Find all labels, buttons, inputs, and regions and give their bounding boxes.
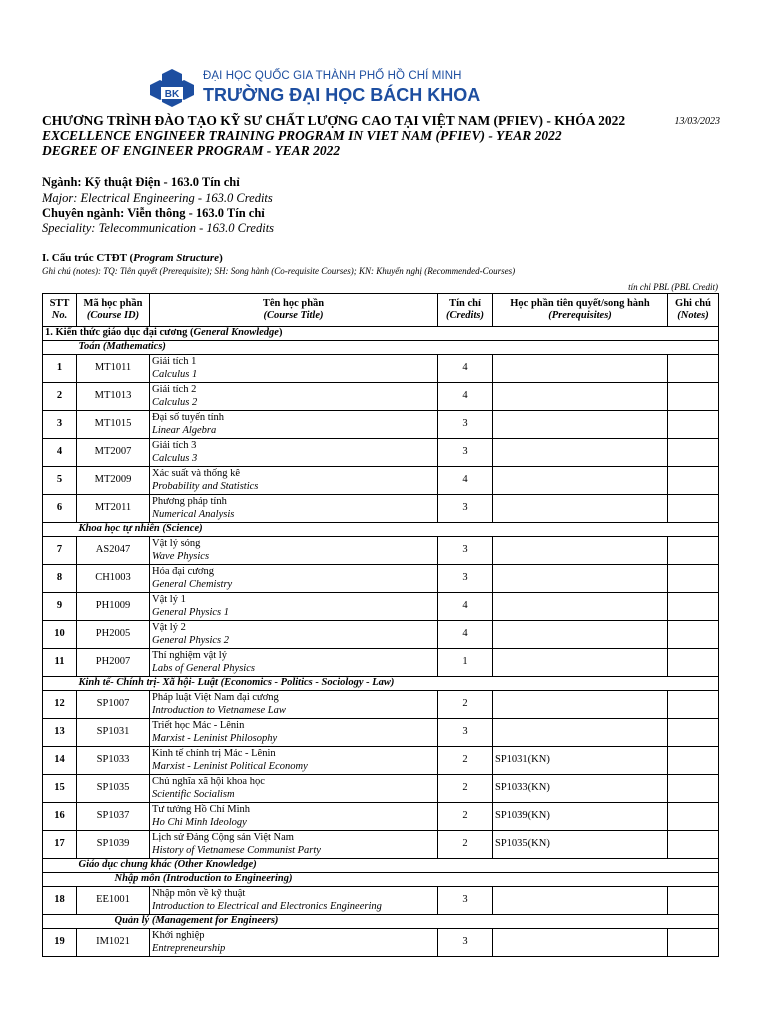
table-row <box>43 887 719 915</box>
table-row <box>43 537 719 565</box>
program-title-en: EXCELLENCE ENGINEER TRAINING PROGRAM IN VIET NAM (PFIEV) - YEAR 2022 <box>42 128 562 143</box>
course-no: 7 <box>43 537 77 565</box>
group-mathematics: Toán (Mathematics) <box>43 341 719 355</box>
course-title-vn: Pháp luật Việt Nam đại cương <box>152 692 279 703</box>
table-row <box>43 775 719 803</box>
header-credits: Tín chỉ (Credits) <box>438 294 493 327</box>
course-credits: 3 <box>438 537 493 565</box>
group-general-knowledge: 1. Kiến thức giáo dục đại cương (General Knowledge) <box>43 327 719 341</box>
course-id: MT2011 <box>77 495 150 523</box>
logo-badge-text: BK <box>164 89 180 100</box>
course-id: AS2047 <box>77 537 150 565</box>
course-title-vn: Vật lý sóng <box>152 538 201 549</box>
section-notes: Ghi chú (notes): TQ: Tiên quyết (Prerequisite); SH: Song hành (Co-requisite Courses); KN: Khuyến nghị (Recommended-Courses) <box>42 266 516 276</box>
course-credits: 2 <box>438 747 493 775</box>
course-prerequisites <box>493 467 668 495</box>
course-credits: 4 <box>438 621 493 649</box>
table-row <box>43 929 719 957</box>
course-prerequisites <box>493 495 668 523</box>
course-prerequisites: SP1031(KN) <box>493 747 668 775</box>
course-title-en: Wave Physics <box>152 550 210 562</box>
course-no: 14 <box>43 747 77 775</box>
course-no: 8 <box>43 565 77 593</box>
course-prerequisites <box>493 593 668 621</box>
table-row <box>43 439 719 467</box>
course-prerequisites: SP1033(KN) <box>493 775 668 803</box>
course-title-en: Scientific Socialism <box>152 788 235 800</box>
course-id: SP1007 <box>77 691 150 719</box>
course-prerequisites <box>493 691 668 719</box>
header-notes: Ghi chú (Notes) <box>668 294 719 327</box>
course-title <box>150 831 438 859</box>
course-id: MT1013 <box>77 383 150 411</box>
course-title <box>150 929 438 957</box>
course-id: PH1009 <box>77 593 150 621</box>
course-no: 9 <box>43 593 77 621</box>
course-credits: 3 <box>438 929 493 957</box>
course-title-vn: Xác suất và thống kê <box>152 468 241 479</box>
course-id: IM1021 <box>77 929 150 957</box>
course-title-vn: Giải tích 1 <box>152 356 197 367</box>
program-title-en-2: DEGREE OF ENGINEER PROGRAM - YEAR 2022 <box>42 143 341 158</box>
course-title-vn: Đại số tuyến tính <box>152 412 225 423</box>
bk-logo-icon <box>148 68 196 108</box>
course-title-en: General Chemistry <box>152 578 233 590</box>
course-notes <box>668 803 719 831</box>
course-table <box>42 293 719 957</box>
course-title-vn: Thí nghiệm vật lý <box>152 650 227 661</box>
course-id: PH2007 <box>77 649 150 677</box>
table-row <box>43 383 719 411</box>
group-economics: Kinh tế- Chính trị- Xã hội- Luật (Economics - Politics - Sociology - Law) <box>43 677 719 691</box>
course-title-vn: Triết học Mác - Lênin <box>152 720 245 731</box>
course-title-en: General Physics 2 <box>152 634 229 646</box>
course-notes <box>668 747 719 775</box>
speciality-vn: Chuyên ngành: Viễn thông - 163.0 Tín chỉ <box>42 206 265 220</box>
course-title-vn: Vật lý 1 <box>152 594 186 605</box>
course-notes <box>668 467 719 495</box>
header-no: STT No. <box>43 294 77 327</box>
course-notes <box>668 621 719 649</box>
course-notes <box>668 355 719 383</box>
course-title-vn: Phương pháp tính <box>152 496 227 507</box>
table-row <box>43 747 719 775</box>
course-id: SP1031 <box>77 719 150 747</box>
course-id: SP1037 <box>77 803 150 831</box>
course-title <box>150 439 438 467</box>
table-row <box>43 691 719 719</box>
course-title <box>150 411 438 439</box>
university-name: ĐẠI HỌC QUỐC GIA THÀNH PHỐ HỒ CHÍ MINH <box>203 70 462 82</box>
major-en: Major: Electrical Engineering - 163.0 Credits <box>42 191 273 205</box>
course-no: 16 <box>43 803 77 831</box>
course-prerequisites <box>493 929 668 957</box>
course-title-vn: Tư tưởng Hồ Chí Minh <box>152 804 251 815</box>
course-credits: 2 <box>438 775 493 803</box>
table-row <box>43 467 719 495</box>
course-no: 6 <box>43 495 77 523</box>
course-credits: 2 <box>438 691 493 719</box>
table-row <box>43 803 719 831</box>
table-row <box>43 621 719 649</box>
course-title <box>150 495 438 523</box>
course-title-en: Calculus 2 <box>152 396 198 408</box>
table-row <box>43 411 719 439</box>
course-title-en: Ho Chi Minh Ideology <box>152 816 247 828</box>
course-no: 1 <box>43 355 77 383</box>
course-prerequisites <box>493 439 668 467</box>
course-title <box>150 691 438 719</box>
course-prerequisites <box>493 383 668 411</box>
course-title-vn: Hóa đại cương <box>152 566 214 577</box>
course-credits: 3 <box>438 887 493 915</box>
course-title-vn: Nhập môn về kỹ thuật <box>152 888 246 899</box>
course-title <box>150 887 438 915</box>
course-no: 12 <box>43 691 77 719</box>
course-title-vn: Vật lý 2 <box>152 622 186 633</box>
course-id: SP1033 <box>77 747 150 775</box>
course-notes <box>668 691 719 719</box>
course-credits: 4 <box>438 593 493 621</box>
course-id: EE1001 <box>77 887 150 915</box>
section-title: I. Cấu trúc CTĐT (Program Structure) <box>42 252 223 264</box>
table-row <box>43 831 719 859</box>
course-title-en: Calculus 1 <box>152 368 198 380</box>
course-prerequisites <box>493 411 668 439</box>
course-title <box>150 621 438 649</box>
course-notes <box>668 929 719 957</box>
course-title <box>150 537 438 565</box>
document-date: 13/03/2023 <box>674 116 720 127</box>
course-title <box>150 719 438 747</box>
course-id: MT1015 <box>77 411 150 439</box>
school-name: TRƯỜNG ĐẠI HỌC BÁCH KHOA <box>203 85 481 105</box>
course-title <box>150 383 438 411</box>
course-title-en: Entrepreneurship <box>152 942 226 954</box>
course-credits: 4 <box>438 355 493 383</box>
course-prerequisites <box>493 887 668 915</box>
course-notes <box>668 439 719 467</box>
course-title <box>150 593 438 621</box>
group-other-knowledge: Giáo dục chung khác (Other Knowledge) <box>43 859 719 873</box>
course-notes <box>668 593 719 621</box>
course-title <box>150 803 438 831</box>
course-no: 13 <box>43 719 77 747</box>
course-notes <box>668 411 719 439</box>
course-id: SP1035 <box>77 775 150 803</box>
course-id: PH2005 <box>77 621 150 649</box>
course-no: 3 <box>43 411 77 439</box>
course-title-en: General Physics 1 <box>152 606 229 618</box>
course-title <box>150 355 438 383</box>
course-title-vn: Kinh tế chính trị Mác - Lênin <box>152 748 276 759</box>
course-credits: 3 <box>438 439 493 467</box>
course-notes <box>668 565 719 593</box>
table-row <box>43 649 719 677</box>
major-vn: Ngành: Kỹ thuật Điện - 163.0 Tín chỉ <box>42 175 240 189</box>
course-no: 4 <box>43 439 77 467</box>
course-notes <box>668 649 719 677</box>
course-title-vn: Khởi nghiệp <box>152 930 205 941</box>
course-prerequisites <box>493 537 668 565</box>
course-title <box>150 467 438 495</box>
course-id: SP1039 <box>77 831 150 859</box>
pbl-credit-note: tín chỉ PBL (PBL Credit) <box>628 282 718 292</box>
course-no: 10 <box>43 621 77 649</box>
group-management: Quản lý (Management for Engineers) <box>43 915 719 929</box>
table-header-row <box>43 294 719 327</box>
course-credits: 4 <box>438 467 493 495</box>
course-title <box>150 775 438 803</box>
course-credits: 3 <box>438 495 493 523</box>
course-no: 17 <box>43 831 77 859</box>
course-credits: 2 <box>438 803 493 831</box>
course-notes <box>668 383 719 411</box>
course-prerequisites: SP1039(KN) <box>493 803 668 831</box>
course-id: CH1003 <box>77 565 150 593</box>
course-no: 5 <box>43 467 77 495</box>
course-credits: 2 <box>438 831 493 859</box>
course-credits: 1 <box>438 649 493 677</box>
course-prerequisites: SP1035(KN) <box>493 831 668 859</box>
course-no: 15 <box>43 775 77 803</box>
course-prerequisites <box>493 649 668 677</box>
course-id: MT2009 <box>77 467 150 495</box>
course-title-vn: Giải tích 3 <box>152 440 197 451</box>
program-title-vn: CHƯƠNG TRÌNH ĐÀO TẠO KỸ SƯ CHẤT LƯỢNG CAO TẠI VIỆT NAM (PFIEV) - KHÓA 2022 <box>42 113 626 128</box>
table-row <box>43 593 719 621</box>
course-title-vn: Giải tích 2 <box>152 384 197 395</box>
course-title-vn: Chủ nghĩa xã hội khoa học <box>152 776 265 787</box>
course-notes <box>668 831 719 859</box>
course-id: MT2007 <box>77 439 150 467</box>
course-no: 2 <box>43 383 77 411</box>
header-course-id: Mã học phần (Course ID) <box>77 294 150 327</box>
course-prerequisites <box>493 621 668 649</box>
course-title-en: Labs of General Physics <box>152 662 255 674</box>
course-prerequisites <box>493 565 668 593</box>
course-notes <box>668 775 719 803</box>
course-title <box>150 649 438 677</box>
course-no: 11 <box>43 649 77 677</box>
course-title-en: Numerical Analysis <box>152 508 235 520</box>
course-title-en: Calculus 3 <box>152 452 198 464</box>
course-title <box>150 747 438 775</box>
group-introduction-engineering: Nhập môn (Introduction to Engineering) <box>43 873 719 887</box>
header-course-title: Tên học phần (Course Title) <box>150 294 438 327</box>
course-notes <box>668 537 719 565</box>
course-credits: 3 <box>438 411 493 439</box>
course-title-en: Linear Algebra <box>152 424 217 436</box>
group-science: Khoa học tự nhiên (Science) <box>43 523 719 537</box>
course-notes <box>668 495 719 523</box>
course-title-en: History of Vietnamese Communist Party <box>152 844 321 856</box>
course-title <box>150 565 438 593</box>
speciality-en: Speciality: Telecommunication - 163.0 Credits <box>42 221 275 235</box>
course-title-en: Introduction to Electrical and Electronics Engineering <box>152 900 382 912</box>
course-no: 18 <box>43 887 77 915</box>
course-title-en: Probability and Statistics <box>152 480 259 492</box>
course-title-en: Marxist - Leninist Political Economy <box>152 760 308 772</box>
course-credits: 3 <box>438 565 493 593</box>
course-title-en: Introduction to Vietnamese Law <box>152 704 286 716</box>
course-notes <box>668 719 719 747</box>
course-prerequisites <box>493 719 668 747</box>
course-title-en: Marxist - Leninist Philosophy <box>152 732 278 744</box>
table-row <box>43 719 719 747</box>
course-notes <box>668 887 719 915</box>
course-title-vn: Lịch sử Đảng Cộng sản Việt Nam <box>152 832 294 843</box>
header-prerequisites: Học phần tiên quyết/song hành (Prerequisites) <box>493 294 668 327</box>
course-id: MT1011 <box>77 355 150 383</box>
course-credits: 3 <box>438 719 493 747</box>
course-no: 19 <box>43 929 77 957</box>
course-credits: 4 <box>438 383 493 411</box>
table-row <box>43 565 719 593</box>
table-row <box>43 495 719 523</box>
course-prerequisites <box>493 355 668 383</box>
table-row <box>43 355 719 383</box>
